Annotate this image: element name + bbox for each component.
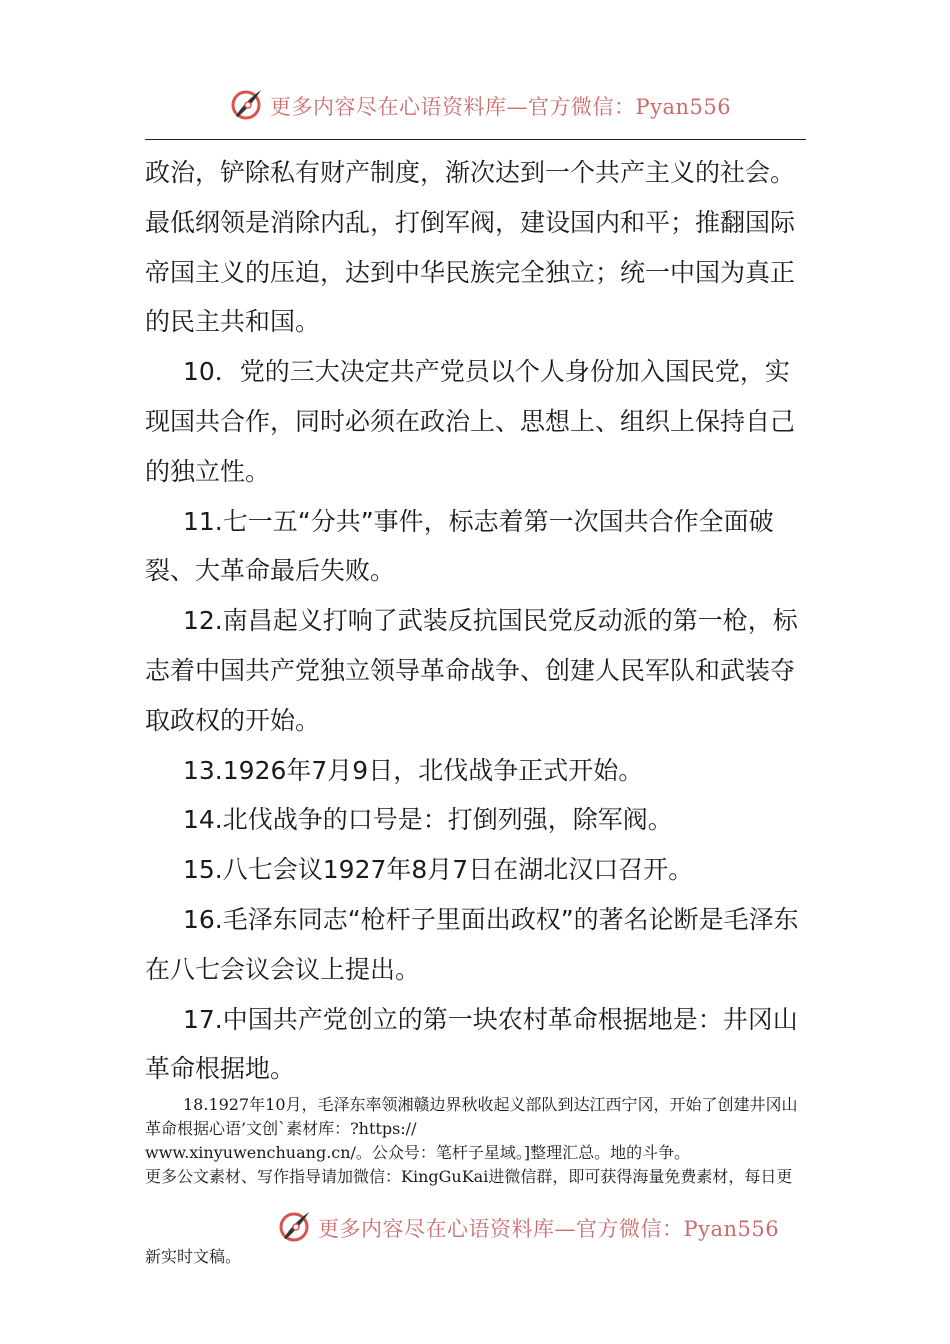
wechat-promo-line: 更多公文素材、写作指导请加微信：KingGuKai进微信群，即可获得海量免费素材，每日更 <box>145 1167 793 1186</box>
quill-circle-logo-icon <box>276 1208 312 1249</box>
paragraph-item-10: 10．党的三大决定共产党员以个人身份加入国民党，实现国共合作，同时必须在政治上、思想上、组织上保持自己的独立性。 <box>145 357 796 486</box>
paragraph-item-14: 14.北伐战争的口号是：打倒列强，除军阀。 <box>183 805 673 835</box>
paragraph-item-17: 17.中国共产党创立的第一块农村革命根据地是：井冈山革命根据地。 <box>145 1004 798 1084</box>
header-banner <box>228 86 731 126</box>
footer-banner-text: 更多内容尽在心语资料库—官方微信：Pyan556 <box>318 1217 780 1241</box>
quill-circle-logo-icon <box>228 86 264 127</box>
document-body <box>145 148 807 1094</box>
source-url-line: www.xinyuwenchuang.cn/。公众号：笔杆子星域。]整理汇总。地的斗争。 <box>145 1143 691 1162</box>
footer-banner <box>276 1208 779 1248</box>
paragraph-item-12: 12.南昌起义打响了武装反抗国民党反动派的第一枪，标志着中国共产党独立领导革命战争、创建人民军队和武装夺取政权的开始。 <box>145 606 798 735</box>
paragraph-item-11: 11.七一五“分共”事件，标志着第一次国共合作全面破裂、大革命最后失败。 <box>145 506 774 586</box>
header-banner-text: 更多内容尽在心语资料库—官方微信：Pyan556 <box>270 95 732 119</box>
paragraph-item-16: 16.毛泽东同志“枪杆子里面出政权”的著名论断是毛泽东在八七会议会议上提出。 <box>145 904 799 984</box>
small-print-block <box>145 1093 807 1189</box>
paragraph-item-15: 15.八七会议1927年8月7日在湖北汉口召开。 <box>183 855 694 885</box>
footer-tail-text: 新实时文稿。 <box>145 1247 242 1266</box>
header-divider <box>145 139 806 140</box>
paragraph-item-13: 13.1926年7月9日，北伐战争正式开始。 <box>183 755 644 785</box>
paragraph-item-18: 18.1927年10月，毛泽东率领湘赣边界秋收起义部队到达江西宁冈，开始了创建井冈山革命根据心语’文创`素材库：?https:// <box>145 1095 798 1138</box>
paragraph-continuation: 政治，铲除私有财产制度，渐次达到一个共产主义的社会。最低纲领是消除内乱，打倒军阀，建设国内和平；推翻国际帝国主义的压迫，达到中华民族完全独立；统一中国为真正的民主共和国。 <box>145 158 796 337</box>
